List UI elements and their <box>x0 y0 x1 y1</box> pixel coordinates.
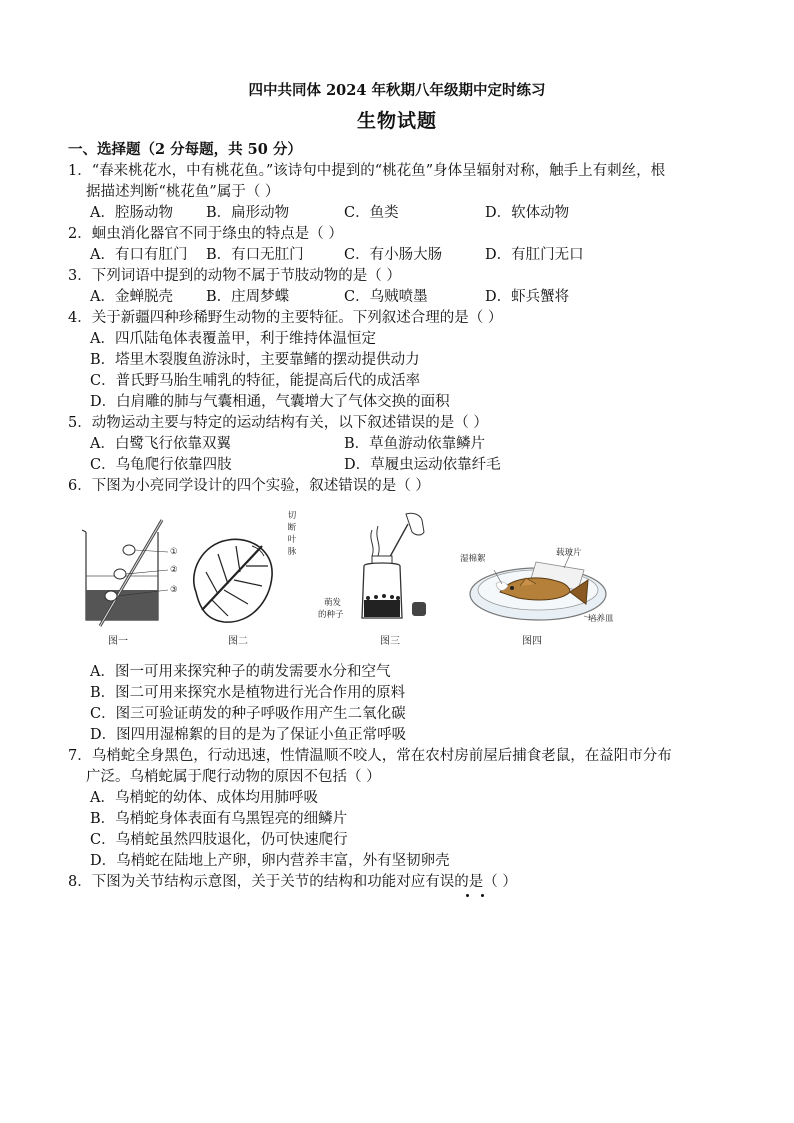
question-3-stem: 3．下列词语中提到的动物不属于节肢动物的是（ ） <box>68 268 401 284</box>
question-3-option-d: D．虾兵蟹将 <box>485 289 570 305</box>
question-6-option-a: A．图一可用来探究种子的萌发需要水分和空气 <box>90 664 391 680</box>
figure-1-mark-1: ① <box>170 547 178 557</box>
emphasis-dot <box>466 894 469 897</box>
question-1-option-d: D．软体动物 <box>485 205 570 221</box>
question-7-stem-line1: 7．乌梢蛇全身黑色，行动迅速，性情温顺不咬人，常在农村房前屋后捕食老鼠，在益阳市分布 <box>68 748 672 764</box>
figure-3-jar <box>346 510 438 626</box>
question-1-stem-line1: 1．“春来桃花水，中有桃花鱼。”该诗句中提到的“桃花鱼”身体呈辐射对称，触手上有刺丝，根 <box>68 163 666 179</box>
figure-4-caption: 图四 <box>522 636 542 647</box>
question-6-stem: 6．下图为小亮同学设计的四个实验，叙述错误的是（ ） <box>68 478 430 494</box>
figure-2-label-cut-vein: 切 断 叶 脉 <box>287 511 297 557</box>
exam-title: 四中共同体 2024 年秋期八年级期中定时练习 <box>248 82 546 99</box>
question-1-option-c: C．鱼类 <box>344 205 399 221</box>
question-5-option-a: A．白鹭飞行依靠双翼 <box>90 436 231 452</box>
figure-4-label-wet-cotton: 湿棉絮 <box>460 554 486 564</box>
question-1-option-a: A．腔肠动物 <box>90 205 173 221</box>
figure-4-label-slide: 载玻片 <box>556 548 582 558</box>
question-5-option-b: B．草鱼游动依靠鳞片 <box>344 436 486 452</box>
question-2-option-c: C．有小肠大肠 <box>344 247 443 263</box>
question-7-option-d: D．乌梢蛇在陆地上产卵，卵内营养丰富，外有坚韧卵壳 <box>90 853 450 869</box>
figure-2-caption: 图二 <box>228 636 248 647</box>
question-5-option-c: C．乌龟爬行依靠四肢 <box>90 457 232 473</box>
question-2-option-b: B．有口无肛门 <box>206 247 304 263</box>
figure-1-mark-2: ② <box>170 565 178 575</box>
question-7-option-b: B．乌梢蛇身体表面有乌黑锃亮的细鳞片 <box>90 811 348 827</box>
question-3-option-a: A．金蝉脱壳 <box>90 289 173 305</box>
question-1-option-b: B．扁形动物 <box>206 205 290 221</box>
question-4-option-c: C．普氏野马胎生哺乳的特征，能提高后代的成活率 <box>90 373 421 389</box>
question-5-option-d: D．草履虫运动依靠纤毛 <box>344 457 501 473</box>
question-4-option-b: B．塔里木裂腹鱼游泳时，主要靠鳍的摆动提供动力 <box>90 352 420 368</box>
figure-3-label-line1: 萌发 <box>324 598 342 608</box>
subject-title: 生物试题 <box>356 110 437 132</box>
question-3-option-c: C．乌贼喷墨 <box>344 289 428 305</box>
question-1-stem-line2: 据描述判断“桃花鱼”属于（ ） <box>86 184 280 200</box>
question-7-option-a: A．乌梢蛇的幼体、成体均用肺呼吸 <box>90 790 318 806</box>
question-8-stem: 8．下图为关节结构示意图，关于关节的结构和功能对应有误的是（ ） <box>68 874 517 890</box>
figure-2-leaf <box>188 532 278 628</box>
question-6-option-c: C．图三可验证萌发的种子呼吸作用产生二氧化碳 <box>90 706 406 722</box>
question-4-option-a: A．四爪陆龟体表覆盖甲，利于维持体温恒定 <box>90 331 376 347</box>
question-7-stem-line2: 广泛。乌梢蛇属于爬行动物的原因不包括（ ） <box>86 769 381 785</box>
question-7-option-c: C．乌梢蛇虽然四肢退化，仍可快速爬行 <box>90 832 348 848</box>
figure-1-caption: 图一 <box>108 636 128 647</box>
figure-4-label-petri-dish: 培养皿 <box>588 614 614 624</box>
question-2-option-a: A．有口有肛门 <box>90 247 188 263</box>
figure-3-caption: 图三 <box>380 636 400 647</box>
question-3-option-b: B．庄周梦蝶 <box>206 289 290 305</box>
question-6-option-d: D．图四用湿棉絮的目的是为了保证小鱼正常呼吸 <box>90 727 407 743</box>
section-title: 一、选择题（2 分每题，共 50 分） <box>68 141 302 158</box>
emphasis-dot <box>481 894 484 897</box>
question-2-option-d: D．有肛门无口 <box>485 247 584 263</box>
question-2-stem: 2．蛔虫消化器官不同于绦虫的特点是（ ） <box>68 226 343 242</box>
question-4-option-d: D．白肩雕的肺与气囊相通，气囊增大了气体交换的面积 <box>90 394 450 410</box>
question-6-option-b: B．图二可用来探究水是植物进行光合作用的原料 <box>90 685 406 701</box>
figure-1-mark-3: ③ <box>170 585 178 595</box>
question-4-stem: 4．关于新疆四种珍稀野生动物的主要特征。下列叙述合理的是（ ） <box>68 310 503 326</box>
question-5-stem: 5．动物运动主要与特定的运动结构有关，以下叙述错误的是（ ） <box>68 415 488 431</box>
experiment-figures <box>78 510 618 648</box>
figure-3-label-line2: 的种子 <box>318 610 344 620</box>
